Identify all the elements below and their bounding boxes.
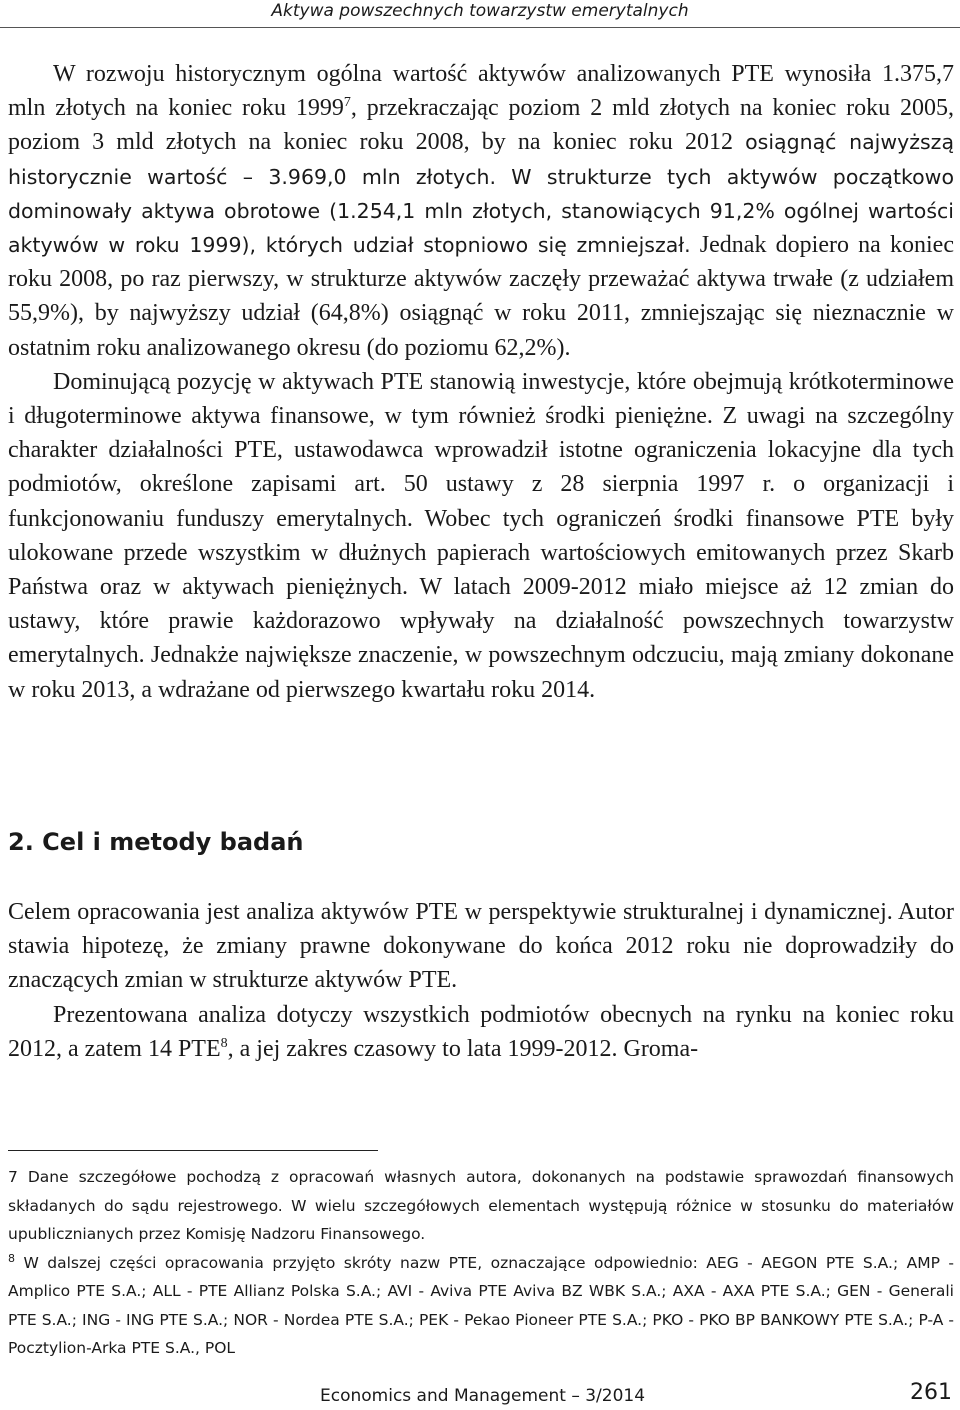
section-paragraph-2 xyxy=(8,998,954,1066)
footnote-7-number: 7 xyxy=(8,1168,18,1186)
section-p2-part-a: Prezentowana analiza dotyczy wszystkich podmiotów obecnych na rynku na koniec roku 2012, a zatem 14 PTE xyxy=(8,1001,954,1062)
section-p2-part-b: , a jej zakres czasowy to lata 1999-2012. Groma- xyxy=(227,1035,699,1062)
footnote-ref-8[interactable]: 8 xyxy=(220,1035,228,1051)
running-title: Aktywa powszechnych towarzystw emerytalnych xyxy=(271,1,689,21)
footnote-ref-7[interactable]: 7 xyxy=(343,95,351,111)
intro-p1-sans-run: osiągnąć najwyższą historycznie wartość – 3.969,0 mln złotych. W strukturze tych aktywów początkowo dominowały aktywa obrotowe (1.254,1 mln złotych, stanowiących 91,2% ogólnej wartości aktywów w roku 1999), których udział stopniowo się zmniejszał. xyxy=(8,130,955,258)
footnote-8 xyxy=(8,1249,954,1363)
footnotes xyxy=(8,1163,954,1363)
section-paragraph-1: Celem opracowania jest analiza aktywów PTE w perspektywie strukturalnej i dynamicznej. Autor stawia hipotezę, że zmiany prawne dokonywane do końca 2012 roku nie doprowadziły do znaczących zmian w strukturze aktywów PTE. xyxy=(8,899,954,994)
intro-p1-part-b: , przekraczając poziom 2 mld złotych na koniec roku 2005, poziom 3 mld złotych na koniec roku 2008, by na koniec roku 2012 xyxy=(8,95,955,156)
intro-text-block xyxy=(8,57,954,707)
footnote-8-text: W dalszej części opracowania przyjęto skróty nazw PTE, oznaczające odpowiednio: AEG - AEGON PTE S.A.; AMP - Amplico PTE S.A.; ALL - PTE Allianz Polska S.A.; AVI - Aviva PTE Aviva BZ WBK S.A.; AXA - AXA PTE S.A.; GEN - Generali PTE S.A.; ING - ING PTE S.A.; NOR - Nordea PTE S.A.; PEK - Pekao Pioneer PTE S.A.; PKO - PKO BP BANKOWY PTE S.A.; P-A - Pocztylion-Arka PTE S.A., POL xyxy=(8,1253,954,1357)
footnote-8-number: 8 xyxy=(8,1251,15,1265)
intro-paragraph-1 xyxy=(8,57,954,365)
footnote-7-text: Dane szczegółowe pochodzą z opracowań własnych autora, dokonanych na podstawie sprawozdań finansowych składanych do sądu rejestrowego. W wielu szczegółowych elementach występują różnice w stosunku do materiałów upublicznianych przez Komisję Nadzoru Finansowego. xyxy=(8,1168,954,1243)
footnote-7 xyxy=(8,1163,954,1249)
intro-p1-part-a: W rozwoju historycznym ogólna wartość aktywów analizowanych PTE wynosiła 1.375,7 mln złotych na koniec roku 1999 xyxy=(8,61,954,122)
section-text-block xyxy=(8,895,954,1066)
running-header xyxy=(0,0,960,28)
page-number: 261 xyxy=(910,1380,952,1405)
intro-p1-part-c: Jednak dopiero na koniec roku 2008, po raz pierwszy, w strukturze aktywów zaczęły przeważać aktywa trwałe (z udziałem 55,9%), by najwyższy udział (64,8%) osiągnąć w roku 2011, zmniejszając się nieznacznie w ostatnim roku analizowanego okresu (do poziomu 62,2%). xyxy=(8,232,954,361)
footnote-separator xyxy=(8,1150,378,1151)
intro-paragraph-2: Dominującą pozycję w aktywach PTE stanowią inwestycje, które obejmują krótkoterminowe i długoterminowe aktywa finansowe, w tym również środki pieniężne. Z uwagi na szczególny charakter działalności PTE, ustawodawca wprowadził istotne ograniczenia lokacyjne dla tych podmiotów, określone zapisami art. 50 ustawy z 28 sierpnia 1997 r. o organizacji i funkcjonowaniu funduszy emerytalnych. Wobec tych ograniczeń środki finansowe PTE były ulokowane przede wszystkim w dłużnych papierach wartościowych emitowanych przez Skarb Państwa oraz w aktywach pieniężnych. W latach 2009-2012 miało miejsce aż 12 zmian do ustawy, które prawie każdorazowo wpływały na działalność powszechnych towarzystw emerytalnych. Jednakże największe znaczenie, w powszechnym odczuciu, mają zmiany dokonane w roku 2013, a wdrażane od pierwszego kwartału roku 2014. xyxy=(8,368,954,703)
journal-citation: Economics and Management – 3/2014 xyxy=(320,1386,646,1406)
section-heading: 2. Cel i metody badań xyxy=(8,828,304,856)
